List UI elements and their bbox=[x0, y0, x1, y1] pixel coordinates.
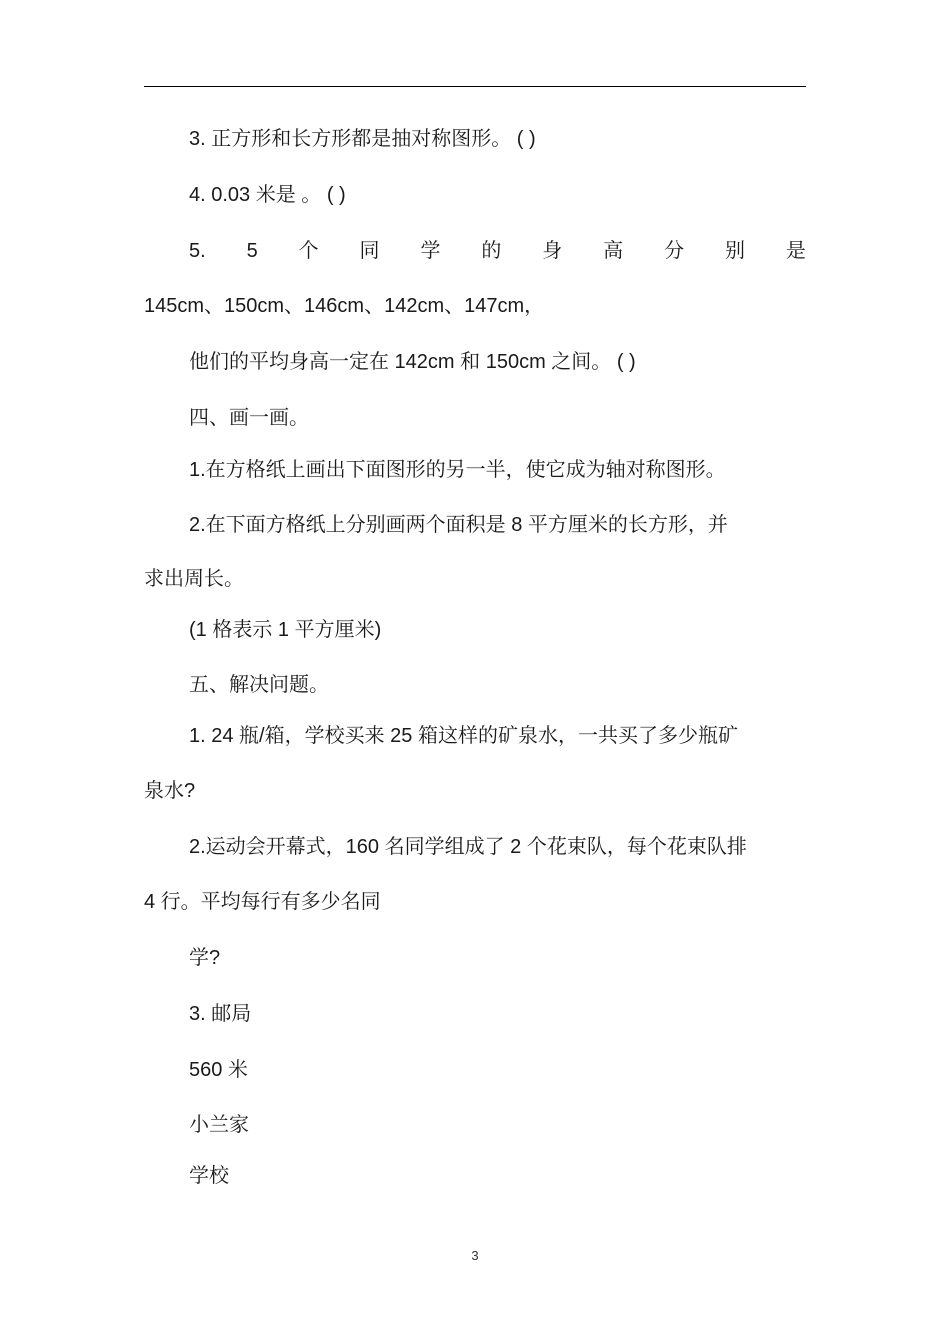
question-5-intro bbox=[189, 237, 806, 265]
justified-word: 同 bbox=[359, 240, 380, 262]
justified-word: 高 bbox=[603, 240, 624, 262]
problem-3-distance: 560 米 bbox=[189, 1059, 248, 1081]
justified-word: 个 bbox=[298, 240, 319, 262]
problem-2-cont: 4 行。平均每行有多少名同 bbox=[144, 891, 381, 913]
justified-word: 身 bbox=[542, 240, 563, 262]
draw-task-2: 2.在下面方格纸上分别画两个面积是 8 平方厘米的长方形，并 bbox=[189, 514, 728, 536]
justified-word: 5. bbox=[189, 240, 206, 262]
justified-word: 是 bbox=[785, 240, 806, 262]
problem-3-post-office: 3. 邮局 bbox=[189, 1003, 252, 1025]
problem-1: 1. 24 瓶/箱，学校买来 25 箱这样的矿泉水，一共买了多少瓶矿 bbox=[189, 725, 738, 747]
question-5-heights: 145cm、150cm、146cm、142cm、147cm， bbox=[144, 295, 545, 317]
justified-word: 学 bbox=[420, 240, 441, 262]
draw-task-2-cont: 求出周长。 bbox=[144, 568, 244, 590]
problem-2-end: 学? bbox=[189, 947, 221, 969]
justified-word: 的 bbox=[481, 240, 502, 262]
question-4-length: 4. 0.03 米是 。 ( ) bbox=[189, 184, 346, 206]
question-5-statement: 他们的平均身高一定在 142cm 和 150cm 之间。 ( ) bbox=[189, 351, 636, 373]
justified-word: 别 bbox=[724, 240, 745, 262]
header-rule bbox=[144, 86, 806, 87]
justified-word: 分 bbox=[664, 240, 685, 262]
problem-3-xiaolan-home: 小兰家 bbox=[189, 1114, 249, 1136]
justified-word: 5 bbox=[246, 240, 258, 262]
question-3-symmetry: 3. 正方形和长方形都是抽对称图形。 ( ) bbox=[189, 128, 536, 150]
problem-1-cont: 泉水? bbox=[144, 780, 196, 802]
page-number: 3 bbox=[471, 1248, 479, 1263]
section-5-heading: 五、解决问题。 bbox=[189, 674, 329, 696]
problem-2: 2.运动会开幕式，160 名同学组成了 2 个花束队，每个花束队排 bbox=[189, 836, 747, 858]
section-4-heading: 四、画一画。 bbox=[189, 407, 309, 429]
problem-3-school: 学校 bbox=[189, 1165, 229, 1187]
draw-task-note: (1 格表示 1 平方厘米) bbox=[189, 619, 382, 641]
draw-task-1: 1.在方格纸上画出下面图形的另一半，使它成为轴对称图形。 bbox=[189, 459, 726, 481]
